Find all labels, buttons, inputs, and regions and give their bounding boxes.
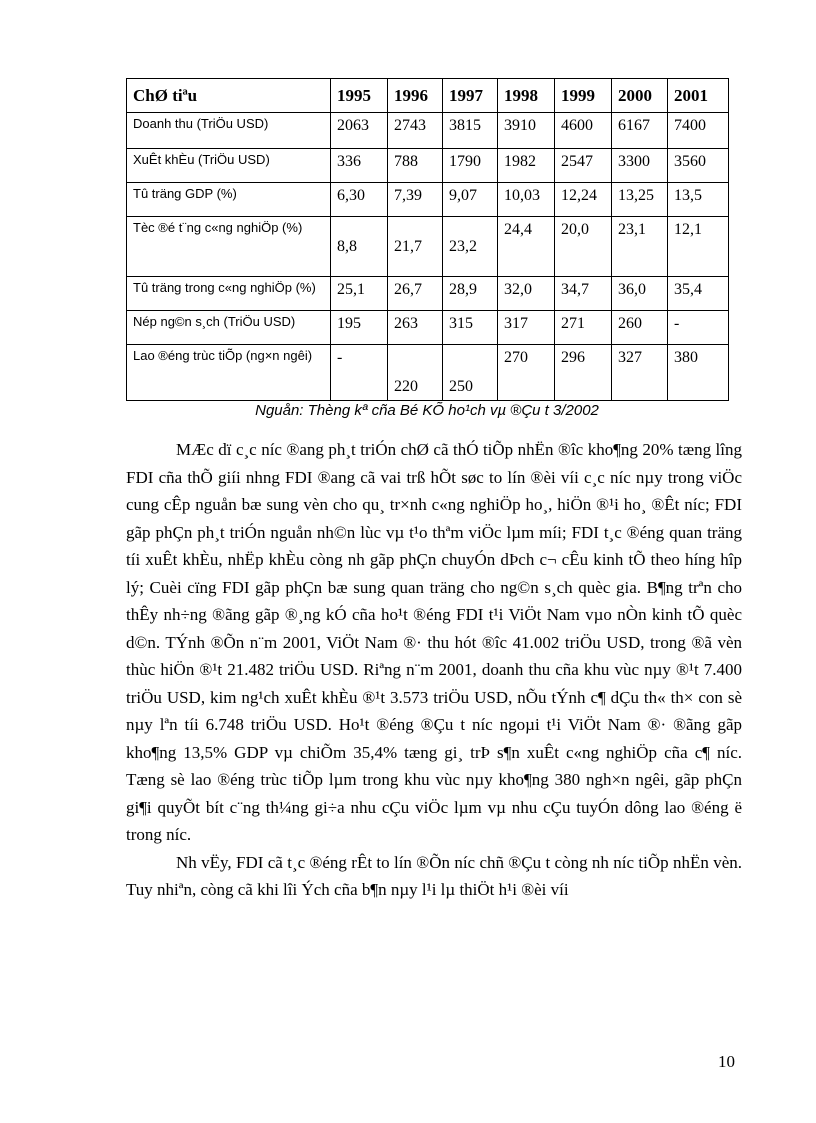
table-cell: 35,4	[668, 277, 729, 311]
table-cell: 24,4	[498, 217, 555, 277]
table-cell: 23,2	[443, 217, 498, 277]
fdi-statistics-table	[126, 78, 729, 401]
table-cell: 12,24	[555, 183, 612, 217]
table-cell: 20,0	[555, 217, 612, 277]
table-cell: 3560	[668, 149, 729, 183]
table-cell: 25,1	[331, 277, 388, 311]
table-cell: 3815	[443, 113, 498, 149]
table-cell: 220	[388, 345, 443, 401]
table-row	[127, 149, 729, 183]
table-cell: 10,03	[498, 183, 555, 217]
table-cell: 260	[612, 311, 668, 345]
table-cell: 270	[498, 345, 555, 401]
paragraph: MÆc dï c¸c níc ®ang ph¸t triÓn chØ cã thÓ tiÕp nhËn ®îc kho¶ng 20% tæng lîng FDI cña thÕ giíi nhng FDI ®ang cã vai trß hÕt søc to lín ®èi víi c¸c níc nµy trong viÖc cung cÊp nguån bæ sung vèn cho qu¸ tr×nh c«ng nghiÖp ho¸, hiÖn ®¹i ho¸ ®Êt níc; FDI gãp phÇn ph¸t triÓn nguån nh©n lùc vµ t¹o thªm viÖc lµm míi; FDI t¸c ®éng quan träng tíi xuÊt khÈu, nhËp khÈu còng nh gãp phÇn chuyÓn dÞch c¬ cÊu kinh tÕ theo híng hîp lý; Cuèi cïng FDI gãp phÇn bæ sung quan träng cho ng©n s¸ch quèc gia. B¶ng trªn cho thÊy nh÷ng ®ãng gãp ®¸ng kÓ cña ho¹t ®éng FDI t¹i ViÖt Nam vµo nÒn kinh tÕ quèc d©n. TÝnh ®Õn n¨m 2001, ViÖt Nam ®· thu hót ®îc 41.002 triÖu USD, trong ®ã vèn thùc hiÖn ®¹t 21.482 triÖu USD. Riªng n¨m 2001, doanh thu cña khu vùc nµy ®¹t 7.400 triÖu USD, kim ng¹ch xuÊt khÈu ®¹t 3.573 triÖu USD, nÕu tÝnh c¶ dÇu th« th× con sè nµy lªn tíi 6.748 triÖu USD. Ho¹t ®éng ®Çu t níc ngoµi t¹i ViÖt Nam ®· ®ãng gãp kho¶ng 13,5% GDP vµ chiÕm 35,4% tæng gi¸ trÞ s¶n xuÊt c«ng nghiÖp cña c¶ níc. Tæng sè lao ®éng trùc tiÕp lµm trong khu vùc nµy kho¶ng 380 ngh×n ngêi, gãp phÇn gi¶i quyÕt bít c¨ng th¼ng gi÷a nhu cÇu viÖc lµm vµ nhu cÇu tuyÓn dông lao ®éng ë trong níc.	[126, 440, 742, 844]
table-row	[127, 345, 729, 401]
header-cell: 1998	[498, 79, 555, 113]
page-number: 10	[718, 1052, 735, 1071]
row-label: Doanh thu (TriÖu USD)	[127, 113, 331, 149]
table-cell: -	[668, 311, 729, 345]
table-cell: 788	[388, 149, 443, 183]
table-cell: 250	[443, 345, 498, 401]
table-row	[127, 183, 729, 217]
header-cell: 1999	[555, 79, 612, 113]
table-cell: 8,8	[331, 217, 388, 277]
table-cell: 23,1	[612, 217, 668, 277]
row-label: XuÊt khÈu (TriÖu USD)	[127, 149, 331, 183]
table-cell: 7400	[668, 113, 729, 149]
header-cell: ChØ tiªu	[127, 79, 331, 113]
table-cell: 296	[555, 345, 612, 401]
table-cell: 13,25	[612, 183, 668, 217]
paragraph: Nh vËy, FDI cã t¸c ®éng rÊt to lín ®Õn níc chñ ®Çu t còng nh níc tiÕp nhËn vèn. Tuy nhiªn, còng cã khi lîi Ých cña b¶n nµy l¹i lµ thiÖt h¹i ®èi víi	[126, 852, 742, 899]
table-row	[127, 113, 729, 149]
table-cell: 263	[388, 311, 443, 345]
header-cell: 1997	[443, 79, 498, 113]
table-cell: 21,7	[388, 217, 443, 277]
table-cell: 12,1	[668, 217, 729, 277]
table-source-caption: Nguån: Thèng kª cña Bé KÕ ho¹ch vµ ®Çu t 3/2002	[255, 402, 599, 419]
table-cell: 2547	[555, 149, 612, 183]
row-label: Lao ®éng trùc tiÕp (ng×n ngêi)	[127, 345, 331, 401]
table-row	[127, 277, 729, 311]
table-row	[127, 217, 729, 277]
table-cell: 6,30	[331, 183, 388, 217]
table-cell: 315	[443, 311, 498, 345]
table-cell: 3910	[498, 113, 555, 149]
table-cell: 7,39	[388, 183, 443, 217]
table-cell: 3300	[612, 149, 668, 183]
table-cell: -	[331, 345, 388, 401]
table-row	[127, 311, 729, 345]
table-cell: 34,7	[555, 277, 612, 311]
header-cell: 2000	[612, 79, 668, 113]
row-label: Tû träng GDP (%)	[127, 183, 331, 217]
table-cell: 380	[668, 345, 729, 401]
table-cell: 36,0	[612, 277, 668, 311]
table-cell: 2743	[388, 113, 443, 149]
table-cell: 2063	[331, 113, 388, 149]
table-cell: 1790	[443, 149, 498, 183]
body-text	[126, 436, 742, 904]
table-cell: 6167	[612, 113, 668, 149]
table-cell: 13,5	[668, 183, 729, 217]
header-cell: 1996	[388, 79, 443, 113]
table-header-row	[127, 79, 729, 113]
table-cell: 336	[331, 149, 388, 183]
table-cell: 28,9	[443, 277, 498, 311]
table-cell: 9,07	[443, 183, 498, 217]
table-cell: 26,7	[388, 277, 443, 311]
table-cell: 195	[331, 311, 388, 345]
header-cell: 1995	[331, 79, 388, 113]
table-cell: 32,0	[498, 277, 555, 311]
table-cell: 4600	[555, 113, 612, 149]
row-label: Tû träng trong c«ng nghiÖp (%)	[127, 277, 331, 311]
table-cell: 271	[555, 311, 612, 345]
table-cell: 317	[498, 311, 555, 345]
table-cell: 327	[612, 345, 668, 401]
row-label: Tèc ®é t¨ng c«ng nghiÖp (%)	[127, 217, 331, 277]
header-cell: 2001	[668, 79, 729, 113]
row-label: Nép ng©n s¸ch (TriÖu USD)	[127, 311, 331, 345]
table-cell: 1982	[498, 149, 555, 183]
